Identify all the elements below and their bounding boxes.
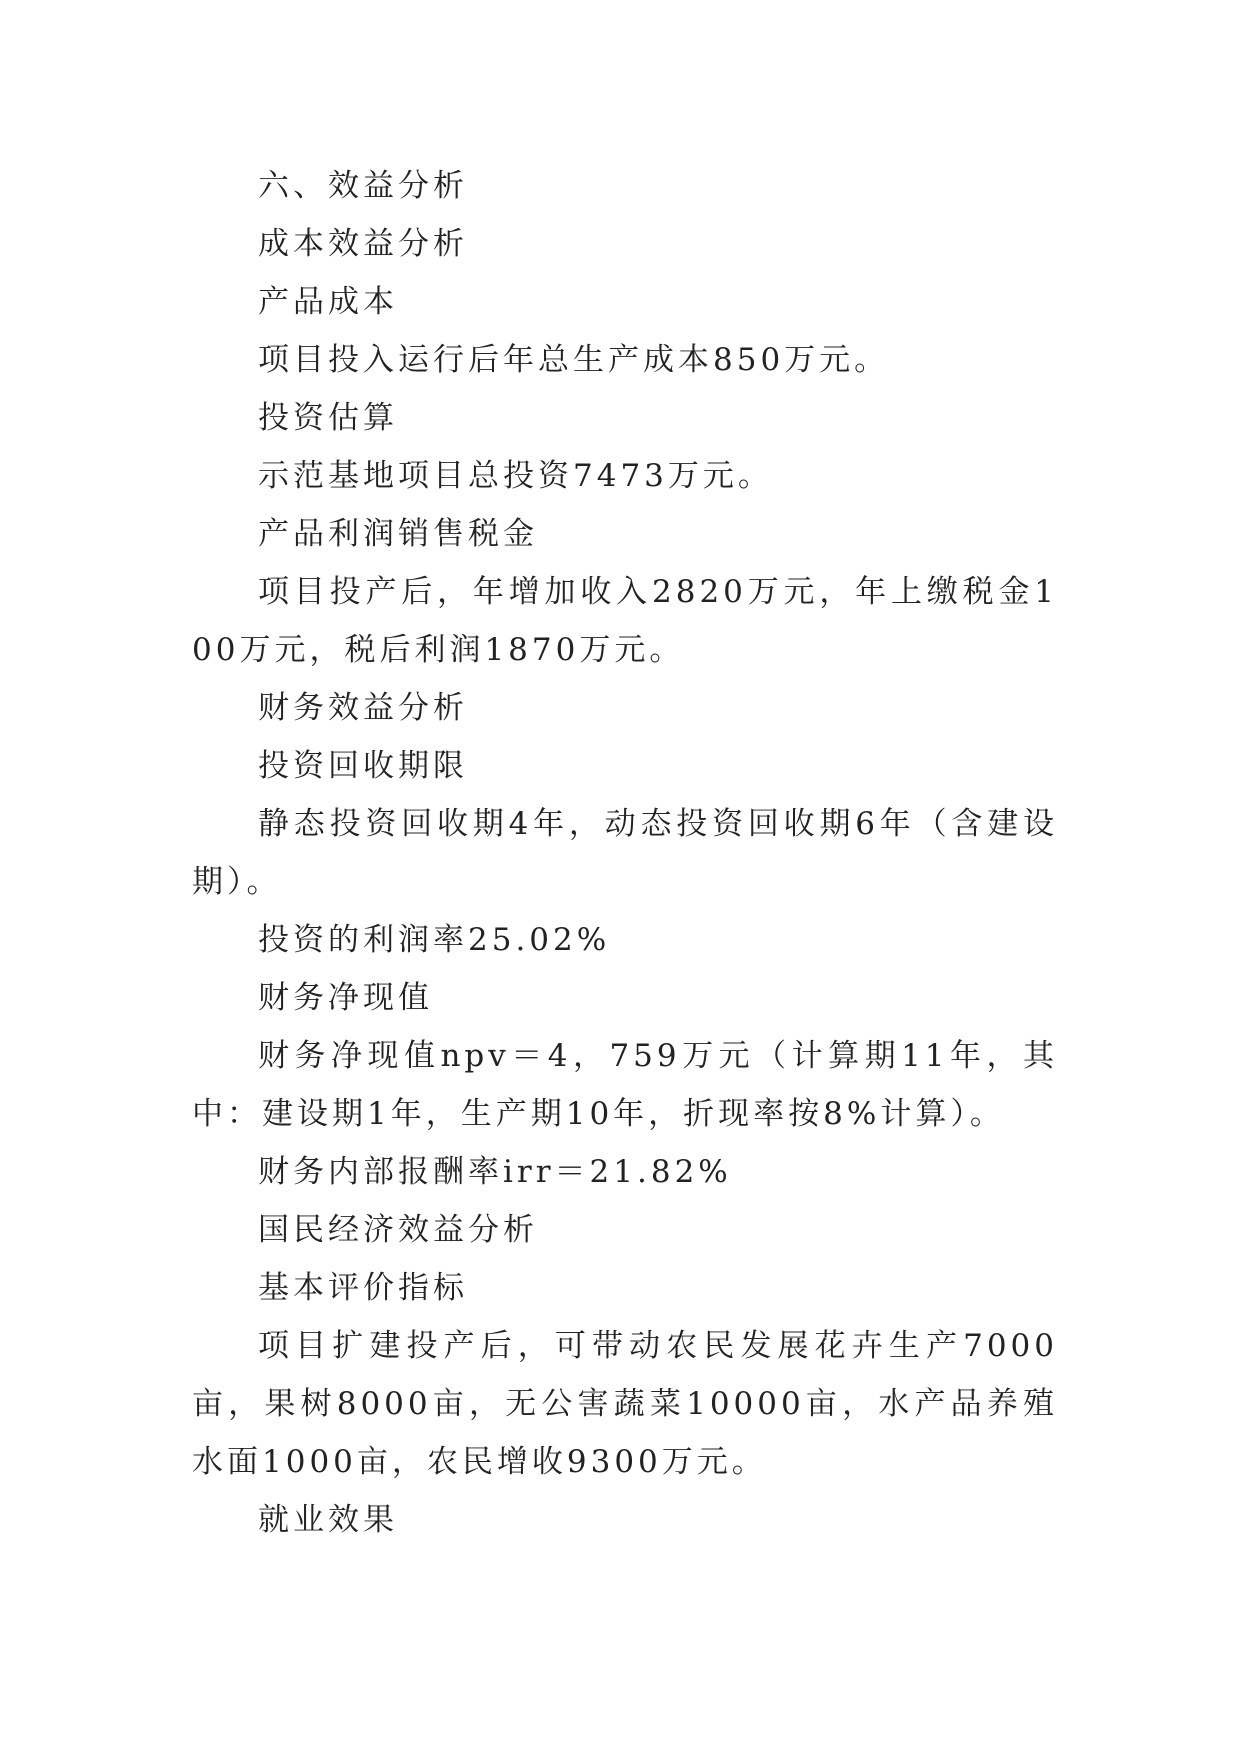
- subheading-financial-benefit: 财务效益分析: [258, 690, 468, 726]
- subheading-employment-effect: 就业效果: [258, 1502, 398, 1538]
- section-heading-benefit-analysis: 六、效益分析: [258, 168, 468, 204]
- paragraph-total-investment: 示范基地项目总投资7473万元。: [258, 458, 773, 494]
- subheading-cost-benefit: 成本效益分析: [258, 226, 468, 262]
- subheading-product-cost: 产品成本: [258, 284, 398, 320]
- paragraph-production-cost: 项目投入运行后年总生产成本850万元。: [258, 342, 890, 378]
- subheading-national-economy: 国民经济效益分析: [258, 1212, 538, 1248]
- paragraph-irr: 财务内部报酬率irr＝21.82%: [258, 1154, 732, 1190]
- subheading-payback-period: 投资回收期限: [258, 748, 468, 784]
- document-body: [192, 157, 1058, 1549]
- paragraph-farmer-income: 项目扩建投产后，可带动农民发展花卉生产7000亩，果树8000亩，无公害蔬菜10000亩，水产品养殖水面1000亩，农民增收9300万元。: [192, 1328, 1058, 1480]
- subheading-basic-indicators: 基本评价指标: [258, 1270, 468, 1306]
- paragraph-payback-period: 静态投资回收期4年，动态投资回收期6年（含建设期）。: [192, 806, 1058, 900]
- paragraph-profit-rate: 投资的利润率25.02%: [258, 922, 611, 958]
- paragraph-npv: 财务净现值npv＝4，759万元（计算期11年，其中：建设期1年，生产期10年，折现率按8%计算）。: [192, 1038, 1058, 1132]
- paragraph-income-tax-profit: 项目投产后，年增加收入2820万元，年上缴税金100万元，税后利润1870万元。: [192, 574, 1058, 668]
- subheading-profit-tax: 产品利润销售税金: [258, 516, 538, 552]
- subheading-npv: 财务净现值: [258, 980, 433, 1016]
- subheading-investment-estimate: 投资估算: [258, 400, 398, 436]
